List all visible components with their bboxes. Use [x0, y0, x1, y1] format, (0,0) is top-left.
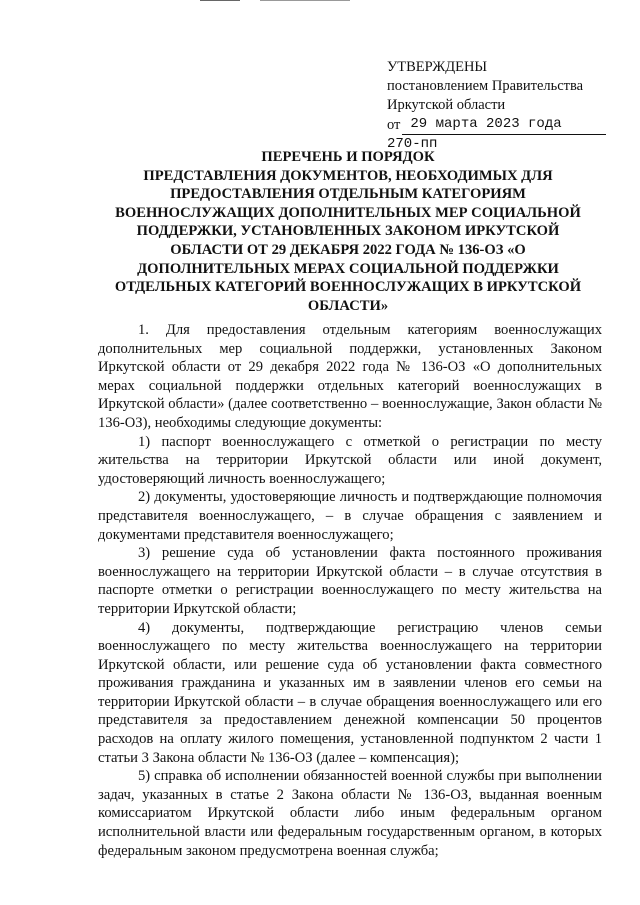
heading-line: ОТДЕЛЬНЫХ КАТЕГОРИЙ ВОЕННОСЛУЖАЩИХ В ИРКУТСКОЙ: [114, 279, 582, 296]
approval-date-prefix: от: [387, 117, 401, 133]
list-item-4: 4) документы, подтверждающие регистрацию членов семьи военнослужащего по месту жительства военнослужащего на территории Иркутской области, или решение суда об установлении факта совместного проживания гражданина и указанных им в заявлении членов его семьи на территории Иркутской области – в случае обращения военнослужащего или его представителя за предоставлением денежной компенсации 50 процентов расходов на оплату жилого помещения, установленной подпунктом 2 части 1 статьи 3 Закона области № 136-ОЗ (далее – компенсация);: [98, 619, 602, 766]
scan-edge-mark: [200, 0, 240, 1]
list-item-2: 2) документы, удостоверяющие личность и подтверждающие полномочия представителя военнослужащего, – в случае обращения с заявлением и документами представителя военнослужащего;: [98, 489, 602, 543]
document-heading: [98, 148, 598, 315]
approval-number: 270-пп: [387, 136, 438, 152]
heading-line: ПЕРЕЧЕНЬ И ПОРЯДОК: [261, 149, 435, 165]
heading-line: ОБЛАСТИ»: [307, 297, 389, 314]
heading-line: ОБЛАСТИ ОТ 29 ДЕКАБРЯ 2022 ГОДА № 136-ОЗ «О: [170, 241, 526, 258]
document-body: [98, 321, 602, 860]
scan-edge-mark: [260, 0, 350, 1]
heading-line: ПРЕДСТАВЛЕНИЯ ДОКУМЕНТОВ, НЕОБХОДИМЫХ ДЛЯ: [143, 167, 553, 184]
heading-line: ВОЕННОСЛУЖАЩИХ ДОПОЛНИТЕЛЬНЫХ МЕР СОЦИАЛЬНОЙ: [115, 204, 581, 221]
approval-authority: постановлением Правительства: [387, 78, 584, 94]
list-item-5: 5) справка об исполнении обязанностей военной службы при выполнении задач, указанных в статье 2 Закона области № 136-ОЗ, выданная военным комиссариатом Иркутской области либо иным федеральным органом исполнительной власти или федеральным государственным органом, в которых федеральным законом предусмотрена военная служба;: [98, 768, 602, 859]
approval-date: 29 марта 2023 года: [402, 115, 606, 135]
heading-line: ДОПОЛНИТЕЛЬНЫХ МЕРАХ СОЦИАЛЬНОЙ ПОДДЕРЖКИ: [137, 260, 559, 277]
approval-region: Иркутской области: [387, 97, 506, 113]
approval-date-row: [387, 115, 607, 135]
paragraph-intro: 1. Для предоставления отдельным категориям военнослужащих дополнительных мер социальной поддержки, установленных Законом Иркутской области от 29 декабря 2022 года № 136-ОЗ «О дополнительных мерах социальной поддержки отдельных категорий военнослужащих в Иркутской области» (далее соответственно – военнослужащие, Закон области № 136-ОЗ), необходимы следующие документы:: [98, 322, 602, 431]
approval-block: [387, 58, 607, 154]
approval-title: УТВЕРЖДЕНЫ: [387, 59, 488, 75]
list-item-3: 3) решение суда об установлении факта постоянного проживания военнослужащего на территории Иркутской области – в случае отсутствия в паспорте отметки о регистрации военнослужащего по месту жительства на территории Иркутской области;: [98, 545, 602, 617]
list-item-1: 1) паспорт военнослужащего с отметкой о регистрации по месту жительства на территории Иркутской области или иной документ, удостоверяющий личность военнослужащего;: [98, 433, 602, 487]
heading-line: ПРЕДОСТАВЛЕНИЯ ОТДЕЛЬНЫМ КАТЕГОРИЯМ: [170, 186, 526, 203]
heading-line: ПОДДЕРЖКИ, УСТАНОВЛЕННЫХ ЗАКОНОМ ИРКУТСКОЙ: [136, 223, 560, 240]
